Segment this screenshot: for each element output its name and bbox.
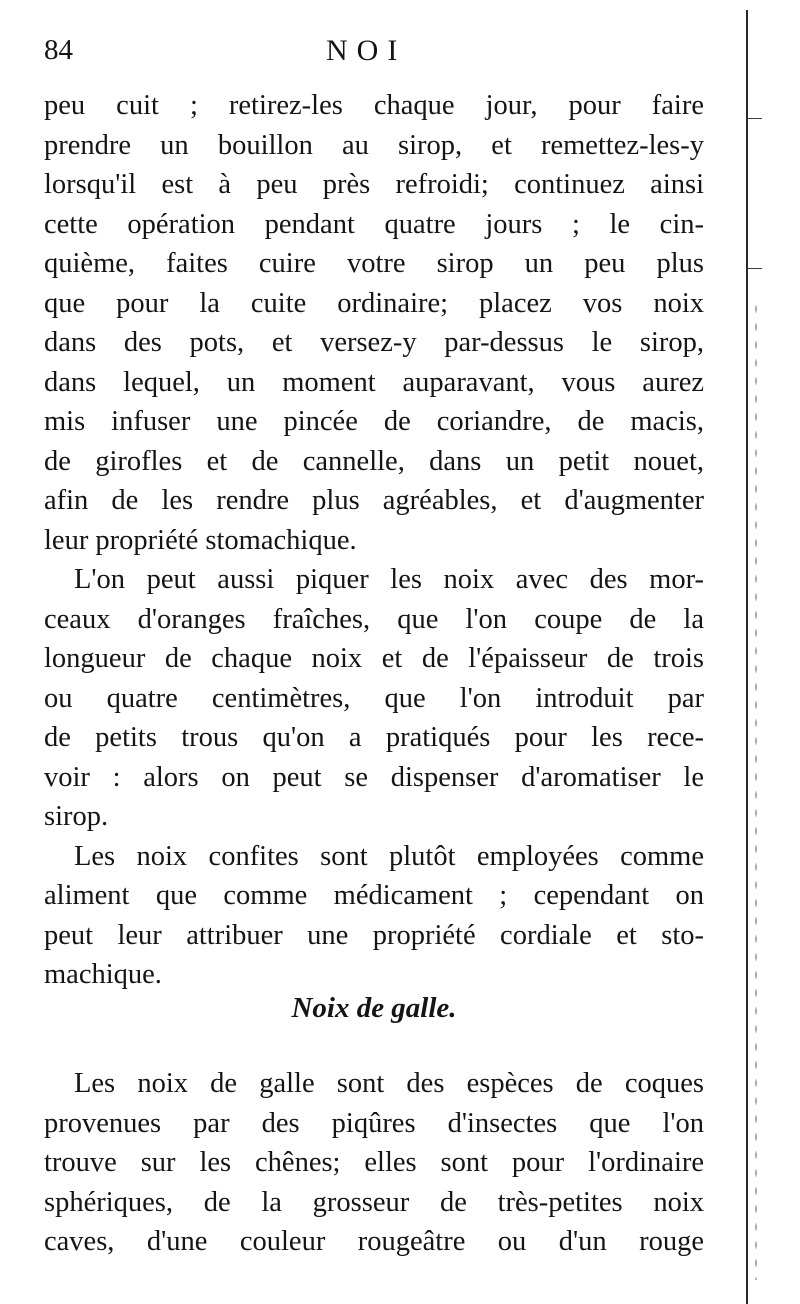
text-line: leur propriété stomachique.	[44, 524, 357, 556]
page-edge-tick	[748, 118, 762, 119]
text-line: de petits trous qu'on a pratiqués pour les rece-	[44, 722, 704, 753]
main-text	[44, 86, 704, 995]
text-line: que pour la cuite ordinaire; placez vos noix	[44, 287, 704, 319]
section-title: Noix de galle.	[291, 992, 457, 1024]
text-line: lorsqu'il est à peu près refroidi; continuez ainsi	[44, 169, 704, 200]
page-edge-specks	[754, 300, 758, 1280]
section-text	[44, 1064, 704, 1262]
text-line: caves, d'une couleur rougeâtre ou d'un rouge	[44, 1226, 704, 1257]
text-line: trouve sur les chênes; elles sont pour l'ordinaire	[44, 1147, 704, 1178]
text-line: machique.	[44, 959, 162, 990]
page-edge-tick	[748, 268, 762, 269]
text-line: peu cuit ; retirez-les chaque jour, pour faire	[44, 90, 704, 121]
text-line: cette opération pendant quatre jours ; le cin-	[44, 208, 704, 240]
text-line: Les noix de galle sont des espèces de coques	[74, 1068, 704, 1099]
text-line: ou quatre centimètres, que l'on introduit par	[44, 682, 704, 714]
text-line: mis infuser une pincée de coriandre, de macis,	[44, 406, 704, 437]
text-line: provenues par des piqûres d'insectes que l'on	[44, 1107, 704, 1139]
page-edge-rule	[746, 10, 748, 1304]
text-line: afin de les rendre plus agréables, et d'augmenter	[44, 485, 704, 516]
text-line: dans des pots, et versez-y par-dessus le sirop,	[44, 327, 704, 358]
text-line: longueur de chaque noix et de l'épaisseur de trois	[44, 643, 704, 674]
paragraph-3	[44, 837, 704, 995]
text-line: sphériques, de la grosseur de très-petites noix	[44, 1186, 704, 1218]
paragraph-1	[44, 86, 704, 560]
text-line: dans lequel, un moment auparavant, vous aurez	[44, 366, 704, 398]
text-line: L'on peut aussi piquer les noix avec des mor-	[74, 564, 704, 595]
text-line: voir : alors on peut se dispenser d'aromatiser le	[44, 761, 704, 793]
text-line: sirop.	[44, 801, 109, 832]
text-line: quième, faites cuire votre sirop un peu plus	[44, 248, 704, 279]
page-header	[44, 34, 704, 74]
text-line: de girofles et de cannelle, dans un petit nouet,	[44, 445, 704, 477]
page-number: 84	[44, 34, 73, 66]
text-line: Les noix confites sont plutôt employées comme	[74, 840, 704, 872]
paragraph-2	[44, 560, 704, 837]
text-line: aliment que comme médicament ; cependant on	[44, 880, 704, 911]
text-line: ceaux d'oranges fraîches, que l'on coupe de la	[44, 603, 704, 635]
text-line: peut leur attribuer une propriété cordiale et sto-	[44, 919, 704, 951]
running-head: NOI	[326, 34, 407, 67]
text-line: prendre un bouillon au sirop, et remettez-les-y	[44, 129, 704, 161]
